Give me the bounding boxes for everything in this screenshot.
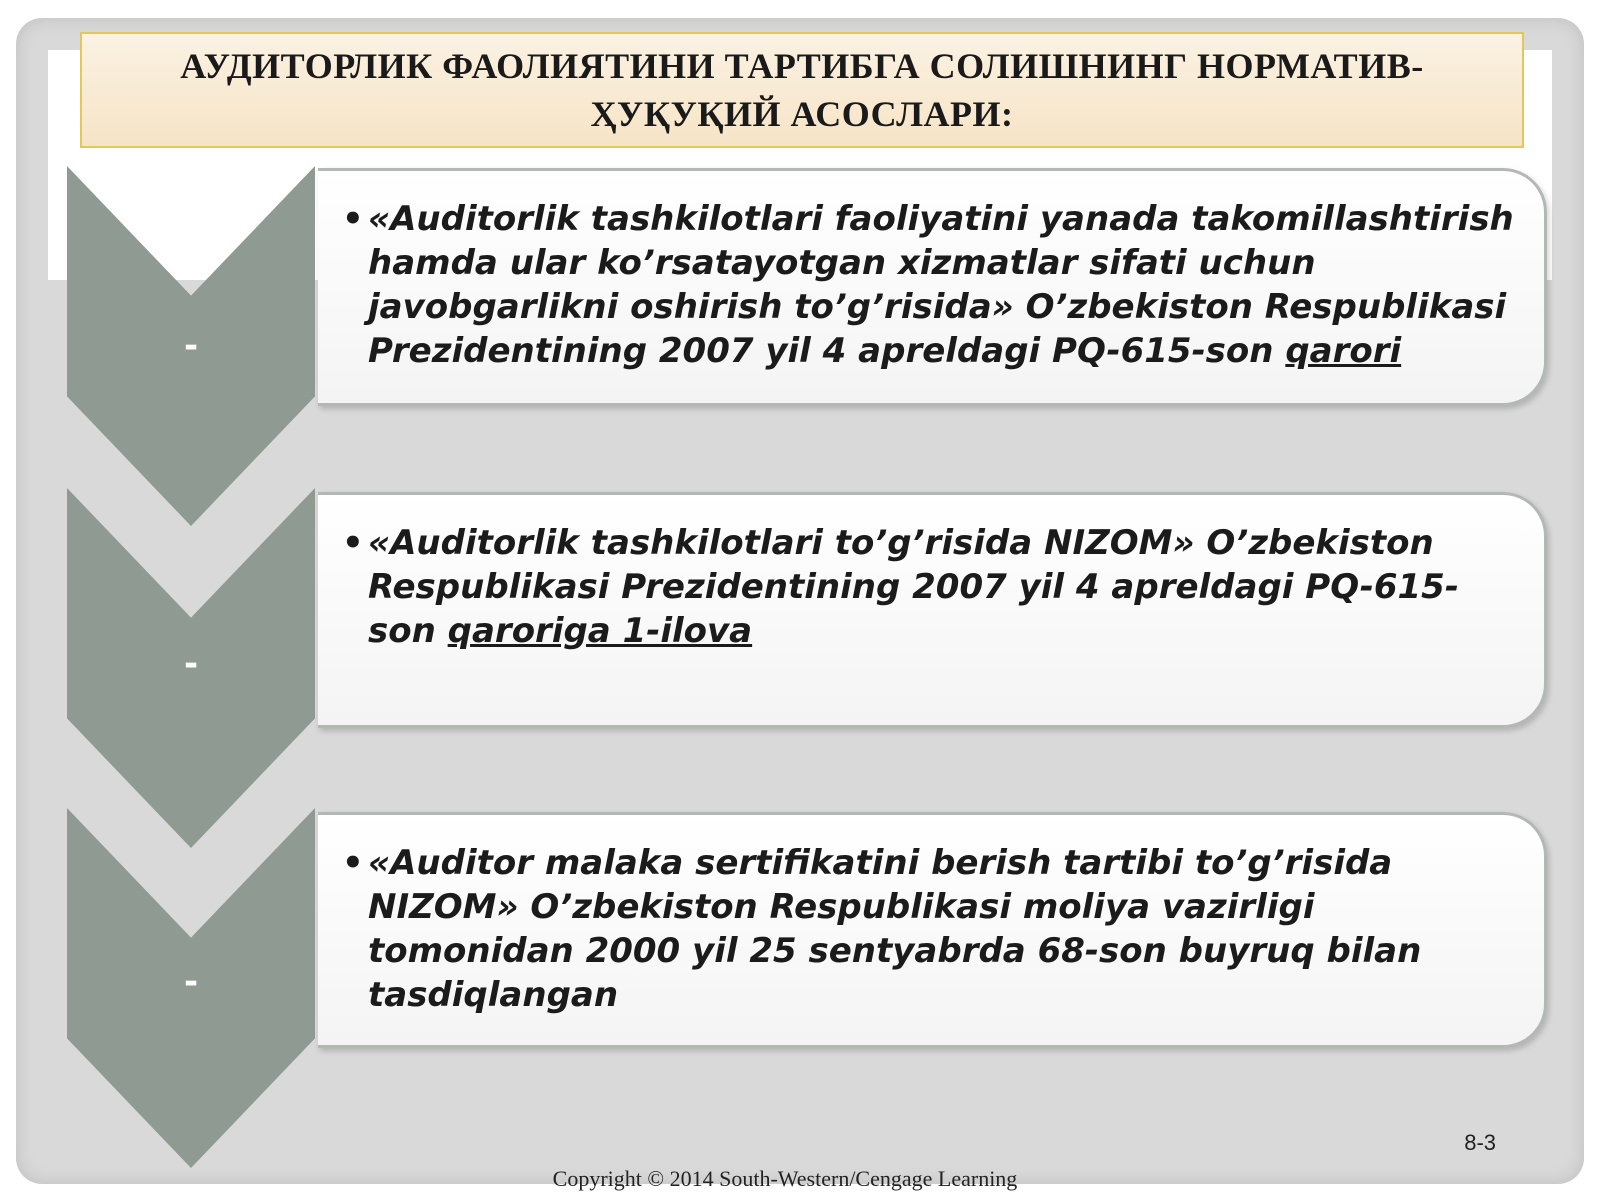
step-2-link[interactable]: qaroriga 1-ilova [447, 611, 753, 651]
step-2-text [342, 521, 1520, 653]
copyright-footer: Copyright © 2014 South-Western/Cengage Learning [552, 1166, 1018, 1191]
step-2-card [318, 492, 1547, 728]
bullet-icon: • [342, 523, 364, 563]
step-1-marker: - [183, 326, 199, 366]
step-3-marker: - [183, 962, 199, 1002]
step-2-marker: - [183, 644, 199, 684]
step-2-body: «Auditorlik tashkilotlari to’g’risida NIZOM» O’zbekiston Respublikasi Prezidentining 2007 yil 4 apreldagi PQ-615-son [368, 523, 1459, 651]
step-3-card [318, 812, 1547, 1048]
step-1-body: «Auditorlik tashkilotlari faoliyatini yanada takomillashtirish hamda ular ko’rsatayotgan xizmatlar sifati uchun javobgarlikni oshirish to’g’risida» O’zbekiston Respublikasi Prezidentining 2007 yil 4 apreldagi PQ-615-son [368, 199, 1514, 371]
step-3-text [342, 841, 1520, 1017]
step-1-card [318, 168, 1547, 406]
page-number: 8-3 [1464, 1130, 1496, 1155]
bullet-icon: • [342, 843, 364, 883]
slide-title: АУДИТОРЛИК ФАОЛИЯТИНИ ТАРТИБГА СОЛИШНИНГ НОРМАТИВ-ҲУҚУҚИЙ АСОСЛАРИ: [180, 46, 1424, 134]
step-3-body: «Auditor malaka sertifikatini berish tartibi to’g’risida NIZOM» O’zbekiston Respublikasi moliya vazirligi tomonidan 2000 yil 25 sentyabrda 68-son buyruq bilan tasdiqlangan [368, 843, 1422, 1015]
bullet-icon: • [342, 199, 364, 239]
step-1-text [342, 197, 1520, 373]
title-box [80, 32, 1524, 148]
step-1-link[interactable]: qarori [1285, 331, 1402, 371]
